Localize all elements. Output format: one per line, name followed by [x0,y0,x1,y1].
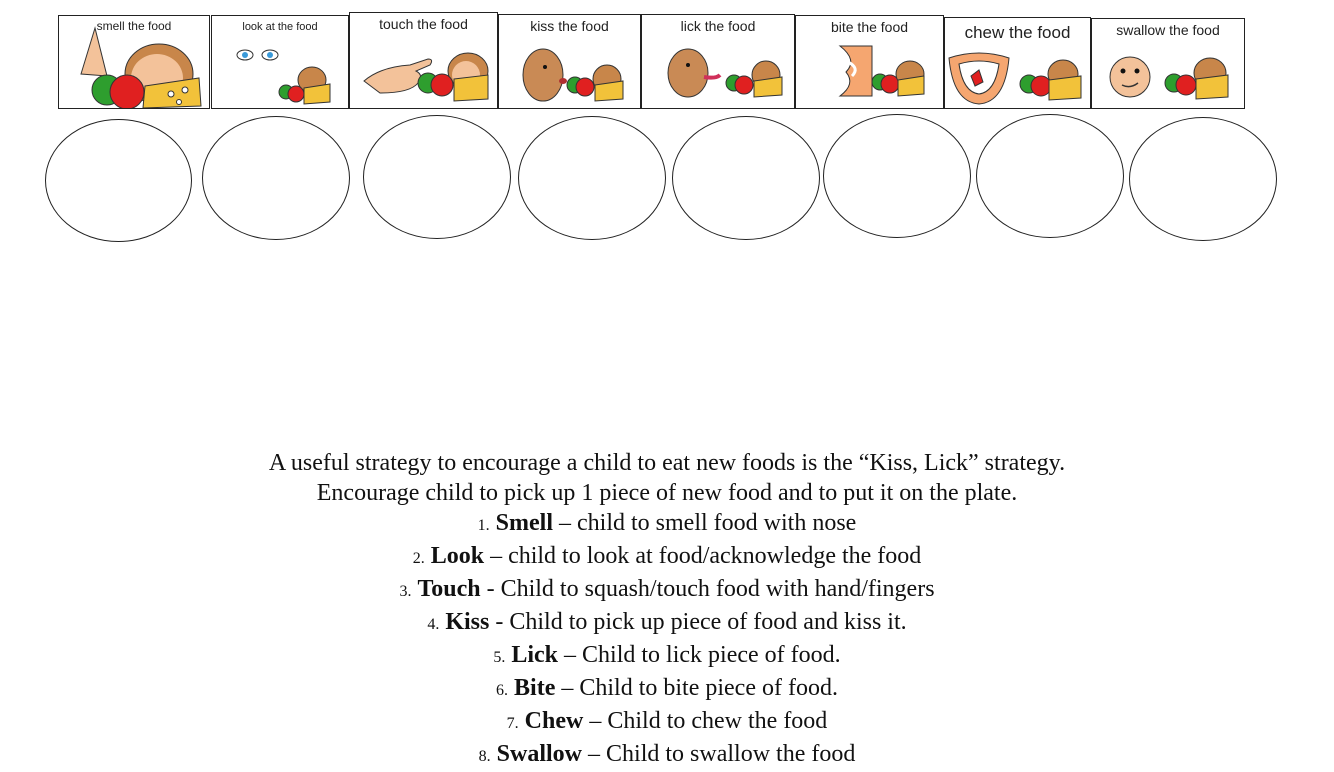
card-caption: bite the food [830,19,909,35]
card-kiss [498,14,641,109]
card-caption: lick the food [680,18,756,34]
card-caption: touch the food [379,16,468,32]
empty-circle [363,115,511,239]
step-term: Touch [417,576,481,602]
step-number: 4. [427,616,440,633]
step-number: 8. [478,748,491,765]
card-caption: kiss the food [530,18,609,34]
step-term: Look [430,543,485,569]
instructions [0,448,1334,772]
intro-line: Encourage child to pick up 1 piece of new food and to put it on the plate. [316,480,1018,506]
step-item [0,607,1334,640]
step-term: Swallow [496,741,583,767]
intro-line: A useful strategy to encourage a child to eat new foods is the “Kiss, Lick” strategy. [268,450,1066,476]
step-number: 6. [496,682,509,699]
step-item [0,673,1334,706]
card-look [211,15,349,109]
card-caption: chew the food [964,23,1071,42]
step-number: 3. [399,583,412,600]
empty-circle [45,119,192,242]
step-item [0,640,1334,673]
step-number: 1. [477,517,490,534]
card-swallow [1091,18,1245,109]
step-number: 7. [506,715,519,732]
step-description: - Child to squash/touch food with hand/fingers [480,576,935,602]
step-item [0,706,1334,739]
lick-face-icon [642,15,795,109]
card-caption: look at the food [242,21,318,33]
step-term: Smell [495,510,553,536]
step-item [0,541,1334,574]
step-item [0,508,1334,541]
card-smell [58,15,210,109]
step-item [0,574,1334,607]
step-item [0,739,1334,772]
step-description: – Child to chew the food [583,708,828,734]
card-touch [349,12,498,109]
step-description: – Child to swallow the food [582,741,856,767]
bite-mouth-icon [796,16,944,109]
step-number: 5. [493,649,506,666]
card-caption: smell the food [96,19,172,33]
card-caption: swallow the food [1116,22,1220,38]
card-lick [641,14,795,109]
nose-icon [59,16,210,109]
chew-mouth-icon [945,18,1091,109]
step-description: – child to look at food/acknowledge the food [484,543,922,569]
hand-icon [350,13,498,109]
step-description: - Child to pick up piece of food and kiss it. [489,609,907,635]
kiss-face-icon [499,15,641,109]
step-description: – Child to bite piece of food. [555,675,838,701]
card-bite [795,15,944,109]
empty-circle [672,116,820,240]
step-term: Kiss [445,609,490,635]
eyes-icon [212,16,349,109]
empty-circle [518,116,666,240]
step-description: – Child to lick piece of food. [558,642,841,668]
card-chew [944,17,1091,109]
step-term: Bite [514,675,556,701]
step-description: – child to smell food with nose [553,510,857,536]
empty-circle [823,114,971,238]
empty-circle [976,114,1124,238]
step-term: Chew [524,708,584,734]
step-term: Lick [511,642,559,668]
empty-circle [202,116,350,240]
empty-circle [1129,117,1277,241]
swallow-face-icon [1092,19,1245,109]
step-number: 2. [412,550,425,567]
